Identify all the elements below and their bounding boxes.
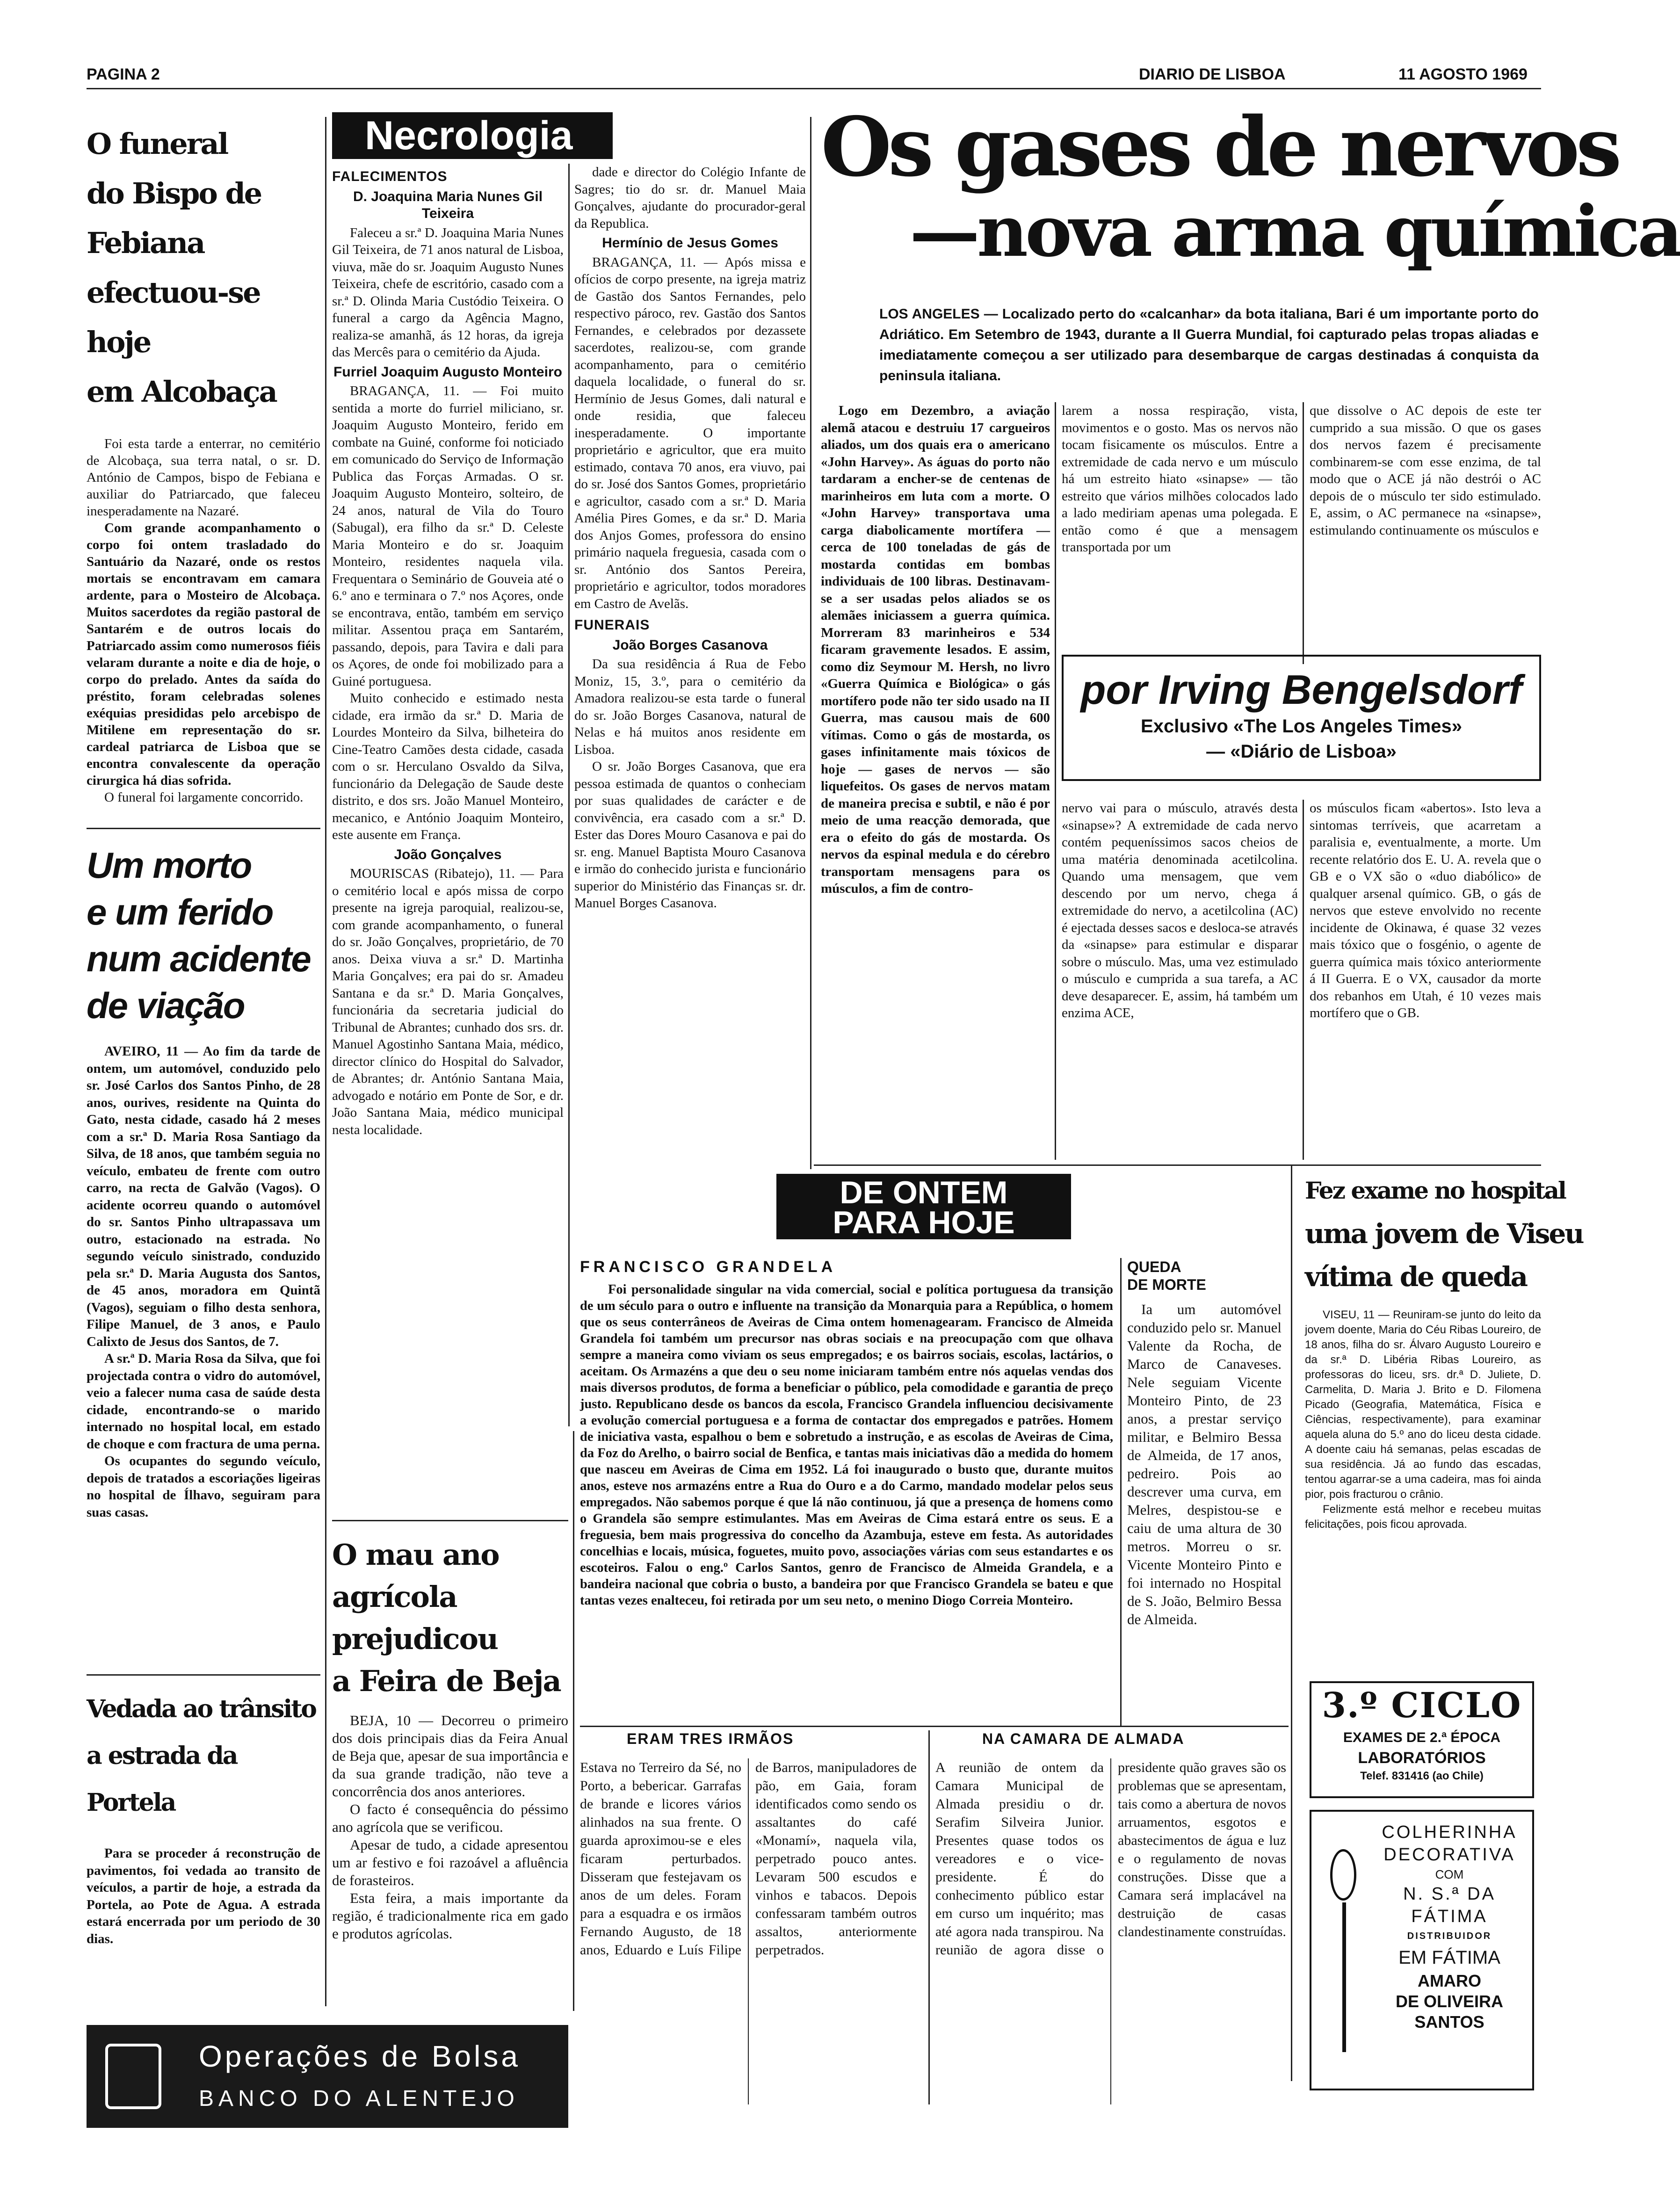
colher-ad <box>1310 1810 1534 2090</box>
divider <box>87 1674 320 1676</box>
ad-line: SANTOS <box>1414 2012 1484 2032</box>
gases-headline <box>821 100 1680 283</box>
portela-article <box>87 1686 320 2009</box>
paragraph: O facto é consequência do péssimo ano agrícola que se verificou. <box>332 1801 568 1835</box>
ciclo-line: LABORATÓRIOS <box>1358 1749 1486 1767</box>
viseu-article <box>1305 1169 1583 1665</box>
bolsa-title: Operações de Bolsa <box>199 2039 521 2073</box>
irmaos-body: Estava no Terreiro da Sé, no Porto, a bebericar. Garrafas de brande e licores vários alinhados na sua frente. O guarda aproximou-se e eles ficaram perturbados. Disseram que festejavam os anos de um deles. Foram para a esquadra e os irmãos Fernando Augusto, de 18 anos, Eduardo e Luís Filipe de Barros, manipuladores de pão, em Gaia, foram identificados como sendo os assaltantes do café «Monamí», naquela vila, perpetrado pouco antes. Levaram 500 escudos e vinhos e tabacos. Depois confessaram também outros assaltos, anteriormente perpetrados. <box>580 1760 917 1958</box>
column-rule <box>928 1730 930 2104</box>
headline-line: Um morto <box>87 845 252 886</box>
ad-line: DISTRIBUIDOR <box>1407 1931 1492 1941</box>
necrologia-banner: Necrologia <box>332 112 613 159</box>
paragraph: AVEIRO, 11 — Ao fim da tarde de ontem, um automóvel, conduzido pelo sr. José Carlos dos Santos Pinho, de 28 anos, ourives, residente na Quinta do Gato, nesta cidade, casado há 2 meses com a sr.ª D. Maria Rosa Santiago da Silva, de 18 anos, que também seguia no veículo, embateu de frente com outro carro, na recta de Galvão (Vagos). O acidente ocorreu quando o automóvel do sr. Santos Pinho ultrapassava um outro, estacionado na estrada. No segundo veículo sinistrado, conduzido pela sr.ª D. Maria Augusta dos Santos, de 45 anos, moradora em Quintã (Vagos), seguiam o filho desta senhora, Filipe Manuel, de 3 anos, e Paulo Calixto de Jesus dos Santos, de 7. <box>87 1044 320 1349</box>
banner-line: DE ONTEM <box>840 1175 1008 1210</box>
paragraph: BRAGANÇA, 11. — Foi muito sentida a morte do furriel miliciano, sr. Joaquim Augusto Monteiro, ferido em combate na Guiné, conforme foi noticiado em comunicado do Serviço de Informação Publica das Forças Armadas. O sr. Joaquim Augusto Monteiro, solteiro, de 24 anos, natural de Vila do Touro (Sabugal), era filho da sr.ª D. Celeste Maria Monteiro e do sr. Joaquim Monteiro, residentes naquela vila. Frequentara o Seminário de Gouveia até o 6.º ano e terminara o 7.º nos Açores, onde se encontrava, então, também em serviço militar. Assentou praça em Santarém, passando, depois, para Tavira e dali para os Açores, de onde foi mobilizado para a Guiné portuguesa. <box>332 383 564 689</box>
ciclo-line: EXAMES DE 2.ª ÉPOCA <box>1343 1730 1501 1745</box>
byline-box <box>1062 655 1541 781</box>
paragraph: Para se proceder á reconstrução de pavimentos, foi vedada ao transito de veículos, a partir de hoje, a estrada da Portela, ao Pote de Agua. A estrada estará encerrada por um periodo de 30 dias. <box>87 1846 320 1946</box>
funeral-body <box>87 435 320 806</box>
paragraph: VISEU, 11 — Reuniram-se junto do leito da jovem doente, Maria do Céu Ribas Loureiro, de 18 anos, filha do sr. Álvaro Augusto Loureiro e da sr.ª D. Libéria Ribas Loureiro, as professoras do liceu, srs. dr.ª D. Juliete, D. Carmelita, D. Maria J. Brito e D. Filomena Picado (Geografia, Matemática, Física e Ciências, respectivamente), para examinar aquela aluna do 5.º ano do liceu desta cidade. A doente caiu há semanas, pelas escadas de sua residência. Já ao fundo das escadas, tentou agarrar-se a uma cadeira, mas foi ainda pior, pois fracturou o crânio. <box>1305 1309 1541 1501</box>
heading-line: DE MORTE <box>1127 1276 1206 1293</box>
obituary-name: João Borges Casanova <box>612 637 768 653</box>
funeral-article <box>87 119 320 825</box>
paragraph: Faleceu a sr.ª D. Joaquina Maria Nunes Gil Teixeira, de 71 anos natural de Lisboa, viuva, mãe do sr. Joaquim Augusto Nunes Teixeira, chefe de escritório, casado com a sr.ª D. Olinda Maria Custódio Teixeira. O funeral a cargo da Agência Magno, realiza-se amanhã, ás 12 horas, da igreja das Mercês para o cemitério da Ajuda. <box>332 225 564 360</box>
almada-body: A reunião de ontem da Camara Municipal de Almada presidiu o dr. Serafim Silveira Junior. Presentes quase todos os vereadores e o vice-presidente. É do conhecimento público estar em curso um inquérito; mas até agora nada transpirou. Na reunião de agora disse o presidente quão graves são os problemas que se apresentam, tais como a abertura de novos arruamentos, esgotos e abastecimentos de água e luz e o regulamento de novas construções. Disse que a Camara será implacável na destruição de casas clandestinamente construídas. <box>935 1760 1286 1958</box>
headline-line: Vedada ao trânsito <box>87 1695 316 1723</box>
obituary-name: D. Joaquina Maria Nunes Gil Teixeira <box>353 188 543 221</box>
issue-date: 11 AGOSTO 1969 <box>1398 65 1528 83</box>
paragraph: Foi esta tarde a enterrar, no cemitério de Alcobaça, sua terra natal, o sr. D. António de Campos, bispo de Febiana e auxiliar do Patriarcado, que faleceu inesperadamente na Nazaré. <box>87 436 320 519</box>
accident-headline <box>87 842 320 1029</box>
paragraph: Da sua residência á Rua de Febo Moniz, 15, 3.º, para o cemitério da Amadora realizou-se esta tarde o funeral do sr. João Borges Casanova, natural de Nelas e há muitos anos residente em Lisboa. <box>574 657 806 757</box>
column-rule <box>568 164 570 1426</box>
gases-col2b: nervo vai para o músculo, através desta «sinapse»? A extremidade de cada nervo contém pequeníssimos sacos cheios de uma matéria denominada acetilcolina. Quando uma mensagem, que vem descendo por um nervo, chega á extremidade do nervo, a acetilcolina (AC) é ejectada desses sacos e desloca-se através da «sinapse» para estimular e disparar sobre o músculo. Mas, uma vez estimulado o músculo e cumprida a sua tarefa, a AC deve desaparecer. E, assim, há também um enzima ACE, <box>1062 801 1298 1020</box>
byline-sub: Exclusivo «The Los Angeles Times» — «Diário de Lisboa» <box>1141 716 1462 762</box>
paragraph: BRAGANÇA, 11. — Após missa e ofícios de corpo presente, na igreja matriz de Gastão dos Santos Fernandes, pelo respectivo pároco, rev. Gastão dos Santos Fernandes, e celebrados por dezassete sacerdotes, realizou-se, com grande acompanhamento, para o cemitério daquela localidade, o funeral do sr. Hermínio de Jesus Gomes, dali natural e onde residia, que faleceu inesperadamente. O importante proprietário e agricultor, que era muito estimado, contava 70 anos, era viuvo, pai do sr. José dos Santos Gomes, proprietário e agricultor, casado com a sr.ª D. Maria Amélia Pires Gomes, e da sr.ª D. Maria dos Anjos Gomes, professora do ensino primário naquela freguesia, casada com o sr. António dos Santos Pereira, proprietário e agricultor, todos moradores em Castro de Avelãs. <box>574 254 806 611</box>
section-heading: FUNERAIS <box>574 617 650 633</box>
section-heading: FALECIMENTOS <box>332 169 448 184</box>
ad-line: N. S.ª DA <box>1403 1884 1496 1904</box>
headline-line: O mau ano <box>332 1538 499 1572</box>
paragraph: Com grande acompanhamento o corpo foi ontem trasladado do Santuário da Nazaré, onde os restos mortais se encontravam em camara ardente, para o Mosteiro de Alcobaça. Muitos sacerdotes da região pastoral de Santarém e de outros locais do Patriarcado assim como numerosos fiéis velaram durante a noite e dia de hoje, o corpo do prelado. Antes da saída do préstito, foram celebradas solenes exéquias presididas pelo arcebispo de Mitilene em representação do sr. cardeal patriarca de Lisboa que se encontra convalescente da operação cirurgica há dias sofrida. <box>87 521 320 788</box>
column-rule <box>1055 402 1056 1160</box>
necrologia-col1 <box>332 164 564 1436</box>
bank-logo-icon <box>105 2044 161 2109</box>
gases-headline-line1: Os gases de nervos <box>821 100 1618 195</box>
divider <box>332 1520 568 1521</box>
queda-heading <box>1127 1258 1206 1294</box>
irmaos-heading: ERAM TRES IRMÃOS <box>627 1730 794 1747</box>
column-rule <box>810 117 811 1169</box>
paragraph: O funeral foi largamente concorrido. <box>104 790 304 805</box>
gases-headline-line2: —nova arma química <box>910 190 1680 273</box>
almada-heading: NA CAMARA DE ALMADA <box>982 1730 1185 1747</box>
headline-line: uma jovem de Viseu <box>1305 1218 1583 1250</box>
banner-line: PARA HOJE <box>833 1205 1015 1240</box>
spoon-icon <box>1330 1849 1358 2055</box>
headline-line: a estrada da Portela <box>87 1742 237 1817</box>
divider <box>814 1164 1541 1166</box>
accident-article <box>87 842 320 1670</box>
headline-line: efectuou-se hoje <box>87 275 260 359</box>
ad-line: FÁTIMA <box>1411 1907 1488 1926</box>
grandela-heading: FRANCISCO GRANDELA <box>580 1258 837 1276</box>
ad-line: DECORATIVA <box>1383 1845 1515 1865</box>
gases-col3b: os músculos ficam «abertos». Isto leva a sintomas terríveis, que acarretam a paralisia e, eventualmente, a morte. Um recente relatório dos E. U. A. revela que o GB e o VX são o «duo diabólico» de qualquer arsenal químico. GB, o gás de nervos que esteve envolvido no recente incidente de Okinawa, é quase 32 vezes mais tóxico que o fosgénio, o agente de guerra química mais tóxico anteriormente á II Guerra. E o VX, causador da morte dos rebanhos em Utah, é 10 vezes mais mortífero que o GB. <box>1310 801 1541 1020</box>
queda-body: Ia um automóvel conduzido pelo sr. Manuel Valente da Rocha, de Marco de Canaveses. Nele seguiam Vicente Monteiro Pinto, de 23 anos, a prestar serviço militar, e Belmiro Bessa de Almeida, de 17 anos, pedreiro. Pois ao descrever uma curva, em Melres, despistou-se e caiu de uma altura de 30 metros. Morreu o sr. Vicente Monteiro Pinto e foi internado no Hospital de S. João, Belmiro Bessa de Almeida. <box>1127 1301 1282 1627</box>
headline-line: de viação <box>87 985 245 1026</box>
headline-line: vítima de queda <box>1305 1261 1527 1293</box>
headline-line: do Bispo de Febiana <box>87 176 261 260</box>
column-rule <box>1303 402 1304 664</box>
column-rule <box>325 117 326 2006</box>
portela-body <box>87 1845 320 1947</box>
ad-line: DE OLIVEIRA <box>1395 1992 1504 2011</box>
newspaper-name: DIARIO DE LISBOA <box>1139 65 1286 83</box>
headline-line: O funeral <box>87 127 228 161</box>
bank-name: BANCO DO ALENTEJO <box>199 2086 519 2111</box>
masthead-rule <box>87 88 1541 89</box>
headline-line: e um ferido <box>87 891 273 933</box>
ad-line: COLHERINHA <box>1382 1822 1517 1842</box>
divider <box>87 828 320 829</box>
accident-body <box>87 1043 320 1521</box>
viseu-body <box>1305 1308 1541 1532</box>
paragraph: A sr.ª D. Maria Rosa da Silva, que foi projectada contra o vidro do automóvel, veio a falecer numa casa de saúde desta cidade, encontrando-se o marido internado no hospital local, em estado de choque e com fractura de uma perna. <box>87 1351 320 1452</box>
necrologia-col2 <box>574 164 806 1155</box>
paragraph: BEJA, 10 — Decorreu o primeiro dos dois principais dias da Feira Anual de Beja que, apesar de sua importância e da sua grande tradição, não teve a concorrência dos anos anteriores. <box>332 1712 568 1800</box>
paragraph: Esta feira, a mais importante da região, é tradicionalmente rica em gado e produtos agrícolas. <box>332 1890 568 1942</box>
gases-col3a: que dissolve o AC depois de este ter cumprido a sua missão. O que os gases dos nervos fazem é precisamente combinarem-se com esse enzima, de tal modo que o ACE já não destrói o AC depois de o músculo ter sido estimulado. E, assim, o AC permanece na «sinapse», estimulando continuamente os músculos e <box>1310 403 1541 538</box>
beja-article <box>332 1534 568 2002</box>
heading-line: QUEDA <box>1127 1258 1181 1275</box>
portela-headline <box>87 1686 320 1826</box>
byline: por Irving Bengelsdorf <box>1080 666 1522 713</box>
headline-line: a Feira de Beja <box>332 1664 561 1698</box>
paragraph: Apesar de tudo, a cidade apresentou um ar festivo e foi razoável a afluência de forasteiros. <box>332 1836 568 1888</box>
gases-col1: Logo em Dezembro, a aviação alemã atacou e destruiu 17 cargueiros aliados, um dos quais era o americano «John Harvey». As águas do porto não tardaram a encher-se de centenas de marinheiros em luta com a morte. O «John Harvey» transportava uma carga diabolicamente mortífera — cerca de 100 toneladas de gás de mostarda contidas em bombas individuais de 100 libras. Destinavam-se a ser usadas pelos aliados se os alemães iniciassem a guerra química. Morreram 83 marinheiros e 534 ficaram gravemente lesados. E assim, como diz Seymour M. Hersh, no livro «Guerra Química e Biológica» o gás mortífero pode não ter sido usado na II Guerra, mas causou mais de 600 vítimas. Como o gás de mostarda, os gases infinitamente mais tóxicos de hoje — gases de nervos — são liquefeitos. Os gases de nervos matam de maneira precisa e subtil, e não é por meio de uma reacção demorada, que era o efeito do gás de mostarda. Os nervos da espinal medula e do cérebro transportam mensagens para os músculos, a fim de contro- <box>821 403 1050 896</box>
headline-line: agrícola <box>332 1580 457 1614</box>
headline-line: num acidente <box>87 938 311 979</box>
page-number: PAGINA 2 <box>87 65 160 83</box>
headline-line: em Alcobaça <box>87 375 276 409</box>
ciclo-phone: Telef. 831416 (ao Chile) <box>1360 1770 1484 1782</box>
column-rule <box>1291 1164 1292 2081</box>
ciclo-title: 3.º CICLO <box>1322 1685 1522 1726</box>
beja-headline <box>332 1534 568 1702</box>
gases-lead: LOS ANGELES — Localizado perto do «calcanhar» da bota italiana, Bari é um importante porto do Adriático. Em Setembro de 1943, durante a II Guerra Mundial, foi capturado pelas tropas aliadas e imediatamente começou a ser utilizado para desembarque de cargas destinadas á conquista da peninsula italiana. <box>879 306 1539 383</box>
column-rule <box>1303 800 1304 1160</box>
obituary-name: João Gonçalves <box>394 846 502 862</box>
grandela-body: Foi personalidade singular na vida comercial, social e política portuguesa da transição de um século para o outro e influente na transição da Monarquia para a República, o homem que os seus conterrâneos de Aveiras de Cima ontem homenagearam. Francisco de Almeida Grandela foi também um precursor nas obras sociais e na preocupação com que olhava sempre a maneira como viviam os seus empregados; e os bairros sociais, escolas, lactários, o aceitam. Os Armazéns a que deu o seu nome iniciaram também entre nós aquelas vendas dos mais diversos produtos, de forma a beneficiar o público, pela comodidade e garantia de preço justo. Republicano desde os bancos da escola, Francisco Grandela influenciou decisivamente a evolução comercial portuguesa e a forma de contactar dos empregados e patrões. Homem de iniciativa vasta, espalhou o bem e sobretudo a instrução, e as escolas de Aveiras de Cima, da Foz do Arelho, o bairro social de Benfica, e tantas mais iniciativas dão a medida do homem que nasceu em Aveiras de Cima em 1952. Lá foi inaugurado o busto que, durante muitos anos, esteve nos armazéns entre a Rua do Ouro e a do Carmo, mandado modelar pelos seus empregados. Não sabemos porque é que lá não continuou, já que a presença de homens como o Grandela são sempre estimulantes. Mas em Aveiras de Cima estará entre os seus. E a freguesia, bem mais progressiva do concelho da Azambuja, esteve em festa. As autoridades concelhias e locais, música, foguetes, muito povo, associações várias com seus estandartes e os escoteiros. Falou o eng.º Carlos Santos, genro de Francisco de Almeida Grandela, e a bandeira nacional que cobria o busto, a bandeira por que Francisco Grandela se bateu e que tantas vezes enalteceu, foi retirada por um seu neto, o menino Diogo Correia Monteiro. <box>580 1282 1113 1608</box>
ad-line: COM <box>1435 1867 1464 1881</box>
beja-body <box>332 1712 568 1943</box>
obituary-name: Furriel Joaquim Augusto Monteiro <box>333 364 562 380</box>
viseu-headline <box>1305 1169 1583 1298</box>
paragraph: Os ocupantes do segundo veículo, depois de tratados a escoriações ligeiras no hospital de Ílhavo, seguiram para suas casas. <box>87 1453 320 1520</box>
gases-col2a: larem a nossa respiração, vista, movimentos e o gosto. Mas os nervos não tocam fisicamente os músculos. Entre a extremidade de cada nervo e um músculo há um estreito hiato «sinapse» — tão estreito que vários milhões colocados lado a lado mediriam apenas uma polegada. E então como é que a mensagem transportada por um <box>1062 403 1298 555</box>
ad-line: AMARO <box>1418 1971 1481 1990</box>
paragraph: MOURISCAS (Ribatejo), 11. — Para o cemitério local e após missa de corpo presente na igreja paroquial, realizou-se, com grande acompanhamento, o funeral do sr. João Gonçalves, proprietário, de 70 anos. Deixa viuva a sr.ª D. Martinha Maria Gonçalves; era pai do sr. Amadeu Santana e da sr.ª D. Maria Gonçalves, funcionária da secretaria judicial do Tribunal de Abrantes; cunhado dos srs. dr. Manuel Agostinho Santana Maia, médico, director clínico do Hospital do Salvador, de Abrantes; dr. António Santana Maia, advogado e notário em Ponte de Sor, e dr. João Santana Maia, médico municipal nesta localidade. <box>332 866 564 1137</box>
paragraph: Felizmente está melhor e recebeu muitas felicitações, pois ficou aprovada. <box>1305 1503 1541 1531</box>
column-rule <box>1120 1258 1122 1726</box>
paragraph: dade e director do Colégio Infante de Sagres; tio do sr. dr. Manuel Maia Gonçalves, ajudante do procurador-geral da Republica. <box>574 165 806 231</box>
obituary-name: Hermínio de Jesus Gomes <box>602 235 778 251</box>
divider <box>580 1726 1289 1727</box>
bolsa-ad <box>87 2025 568 2128</box>
column-rule <box>573 1431 574 2011</box>
deontem-banner <box>776 1174 1071 1239</box>
funeral-headline <box>87 119 320 417</box>
paragraph: O sr. João Borges Casanova, que era pessoa estimada de quantos o conheciam por suas qualidades de carácter e de convivência, era casado com a sr.ª D. Ester das Dores Mouro Casanova e pai do sr. eng. Manuel Baptista Mouro Casanova e irmão do conhecido jurista e funcionário superior do Ministério das Finanças sr. dr. Manuel Borges Casanova. <box>574 759 806 911</box>
paragraph: Muito conhecido e estimado nesta cidade, era irmão da sr.ª D. Maria de Lourdes Monteiro da Silva, bilheteira do Cine-Teatro Camões desta cidade, casada com o sr. Herculano Osvaldo da Silva, funcionário da Delegação de Saude deste distrito, e dos srs. João Manuel Monteiro, mecanico, e António Joaquim Monteiro, este ausente em França. <box>332 691 564 842</box>
headline-line: Fez exame no hospital <box>1305 1177 1565 1204</box>
ciclo-ad <box>1310 1681 1534 1798</box>
ad-line: EM FÁTIMA <box>1398 1947 1500 1968</box>
headline-line: prejudicou <box>332 1622 498 1656</box>
